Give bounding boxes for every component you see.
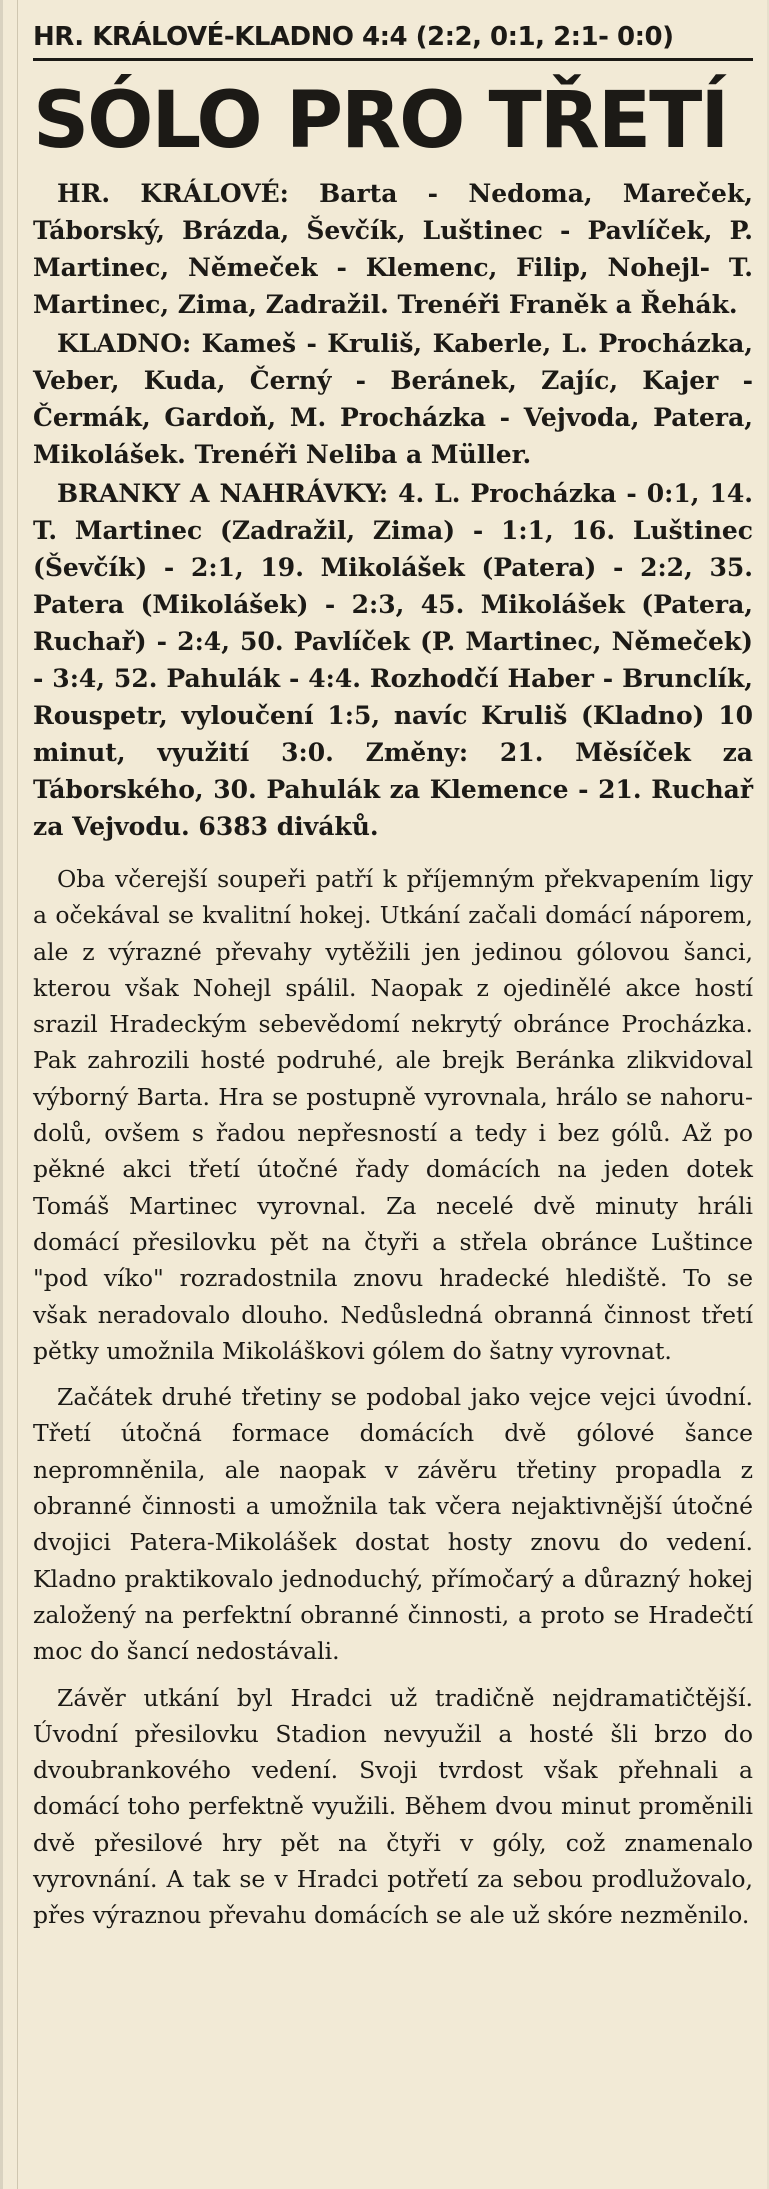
body-paragraph: Oba včerejší soupeři patří k příjemným překvapením ligy a očekával se kvalitní hokej. Utkání začali domácí náporem, ale z výrazné převahy vytěžili jen jedinou gólovou šanci, kterou však Nohejl spálil. Naopak z ojedinělé akce hostí srazil Hradeckým sebevědomí nekrytý obránce Procházka. Pak zahrozili hosté podruhé, ale brejk Beránka zlikvidoval výborný Barta. Hra se postupně vyrovnala, hrálo se nahoru-dolů, ovšem s řadou nepřesností a tedy i bez gólů. Až po pěkné akci třetí útočné řady domácích na jeden dotek Tomáš Martinec vyrovnal. Za necelé dvě minuty hráli domácí přesilovku pět na čtyři a střela obránce Luštince "pod víko" rozradostnila znovu hradecké hlediště. To se však neradovalo dlouho. Nedůsledná obranná činnost třetí pětky umožnila Mikoláškovi gólem do šatny vyrovnat.: [33, 865, 753, 1365]
article: [33, 20, 753, 1944]
article-headline: SÓLO PRO TŘETÍ: [33, 76, 728, 166]
lineup-hradec-kralove: HR. KRÁLOVÉ: Barta - Nedoma, Mareček, Táborský, Brázda, Ševčík, Luštinec - Pavlíček, P. Martinec, Němeček - Klemenc, Filip, Nohejl- T. Martinec, Zima, Zadražil. Trenéři Franěk a Řehák.: [33, 179, 753, 319]
match-score-kicker: HR. KRÁLOVÉ-KLADNO 4:4 (2:2, 0:1, 2:1- 0:0): [33, 20, 753, 61]
body-paragraph: Začátek druhé třetiny se podobal jako vejce vejci úvodní. Třetí útočná formace domácích dvě gólové šance nepromněnila, ale naopak v závěru třetiny propadla z obranné činnosti a umožnila tak včera nejaktivnější útočné dvojici Patera-Mikolášek dostat hosty znovu do vedení. Kladno praktikovalo jednoduchý, přímočarý a důrazný hokej založený na perfektní obranné činnosti, a proto se Hradečtí moc do šancí nedostávali.: [33, 1383, 753, 1666]
lineup-kladno: KLADNO: Kameš - Kruliš, Kaberle, L. Procházka, Veber, Kuda, Černý - Beránek, Zajíc, Kajer - Čermák, Gardoň, M. Procházka - Vejvoda, Patera, Mikolášek. Trenéři Neliba a Müller.: [33, 329, 753, 469]
goals-and-assists: BRANKY A NAHRÁVKY: 4. L. Procházka - 0:1, 14. T. Martinec (Zadražil, Zima) - 1:1, 16. Luštinec (Ševčík) - 2:1, 19. Mikolášek (Patera) - 2:2, 35. Patera (Mikolášek) - 2:3, 45. Mikolášek (Patera, Ruchař) - 2:4, 50. Pavlíček (P. Martinec, Němeček) - 3:4, 52. Pahulák - 4:4. Rozhodčí Haber - Brunclík, Rouspetr, vyloučení 1:5, navíc Kruliš (Kladno) 10 minut, využití 3:0. Změny: 21. Měsíček za Táborského, 30. Pahulák za Klemence - 21. Ruchař za Vejvodu. 6383 diváků.: [33, 479, 753, 841]
body-paragraph: Závěr utkání byl Hradci už tradičně nejdramatičtější. Úvodní přesilovku Stadion nevyužil a hosté šli brzo do dvoubrankového vedení. Svoji tvrdost však přehnali a domácí toho perfektně využili. Během dvou minut proměnili dvě přesilové hry pět na čtyři v góly, což znamenalo vyrovnání. A tak se v Hradci potřetí za sebou prodlužovalo, přes výraznou převahu domácích se ale už skóre nezměnilo.: [33, 1683, 753, 1930]
article-body: [33, 861, 753, 1934]
match-details: [33, 175, 753, 845]
clipping-edge-line: [17, 0, 18, 2189]
